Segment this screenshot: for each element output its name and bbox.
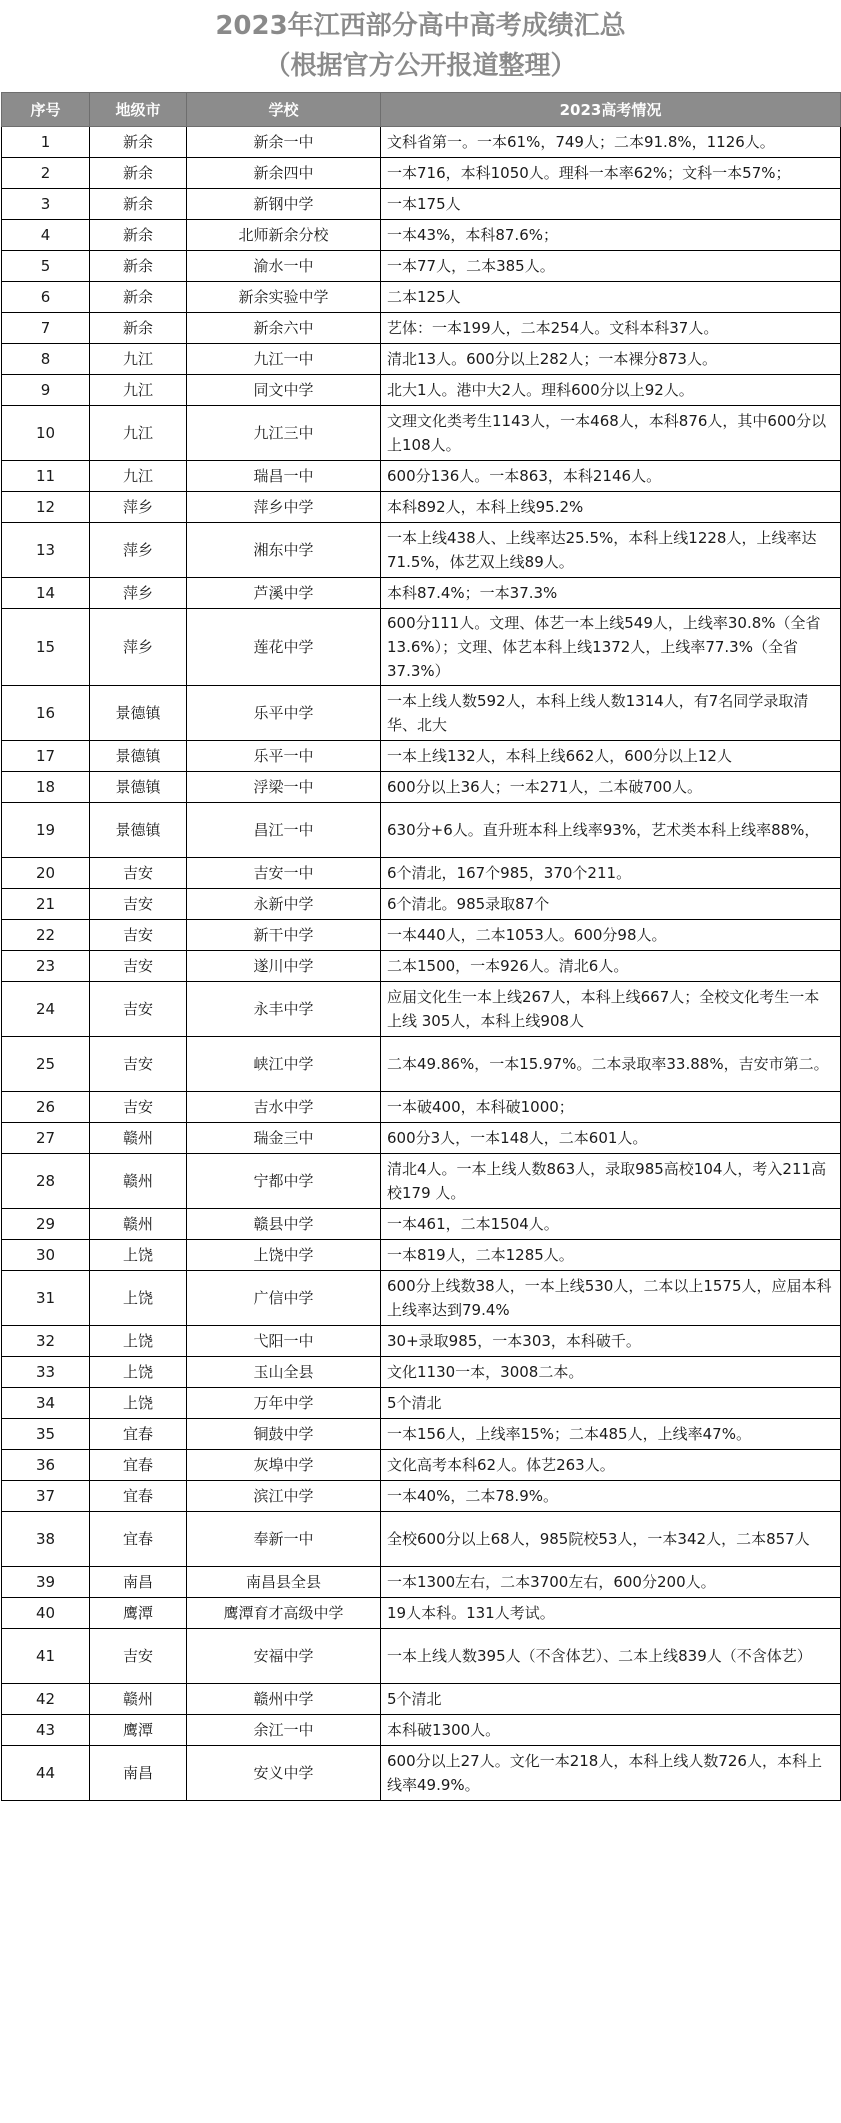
- cell-school: 峡江中学: [187, 1037, 381, 1092]
- cell-school: 弋阳一中: [187, 1326, 381, 1357]
- cell-city: 上饶: [90, 1271, 187, 1326]
- cell-no: 5: [2, 251, 90, 282]
- cell-no: 38: [2, 1512, 90, 1567]
- table-row: [2, 686, 841, 741]
- cell-school: 瑞昌一中: [187, 461, 381, 492]
- cell-info: 5个清北: [381, 1684, 841, 1715]
- cell-city: 吉安: [90, 1037, 187, 1092]
- cell-no: 8: [2, 344, 90, 375]
- cell-info: 二本49.86%，一本15.97%。二本录取率33.88%，吉安市第二。: [381, 1037, 841, 1092]
- cell-school: 湘东中学: [187, 523, 381, 578]
- cell-no: 1: [2, 127, 90, 158]
- cell-info: 一本40%，二本78.9%。: [381, 1481, 841, 1512]
- cell-info: 600分上线数38人，一本上线530人，二本以上1575人，应届本科上线率达到79.4%: [381, 1271, 841, 1326]
- cell-school: 莲花中学: [187, 609, 381, 686]
- table-row: [2, 220, 841, 251]
- cell-city: 景德镇: [90, 741, 187, 772]
- cell-city: 宜春: [90, 1481, 187, 1512]
- cell-city: 宜春: [90, 1450, 187, 1481]
- cell-city: 上饶: [90, 1357, 187, 1388]
- cell-no: 41: [2, 1629, 90, 1684]
- cell-info: 6个清北。985录取87个: [381, 889, 841, 920]
- cell-city: 新余: [90, 282, 187, 313]
- cell-info: 一本上线人数592人，本科上线人数1314人，有7名同学录取清华、北大: [381, 686, 841, 741]
- column-header-city: 地级市: [90, 93, 187, 127]
- table-row: [2, 1512, 841, 1567]
- table-row: [2, 1481, 841, 1512]
- table-row: [2, 803, 841, 858]
- cell-school: 新钢中学: [187, 189, 381, 220]
- cell-info: 全校600分以上68人，985院校53人，一本342人，二本857人: [381, 1512, 841, 1567]
- cell-city: 宜春: [90, 1512, 187, 1567]
- cell-city: 九江: [90, 461, 187, 492]
- cell-info: 北大1人。港中大2人。理科600分以上92人。: [381, 375, 841, 406]
- table-header-row: [2, 93, 841, 127]
- cell-city: 新余: [90, 158, 187, 189]
- title-block: [0, 0, 841, 92]
- cell-school: 芦溪中学: [187, 578, 381, 609]
- cell-info: 6个清北，167个985，370个211。: [381, 858, 841, 889]
- cell-no: 9: [2, 375, 90, 406]
- table-row: [2, 578, 841, 609]
- table-row: [2, 1715, 841, 1746]
- cell-city: 萍乡: [90, 609, 187, 686]
- cell-city: 吉安: [90, 982, 187, 1037]
- cell-info: 19人本科。131人考试。: [381, 1598, 841, 1629]
- cell-school: 昌江一中: [187, 803, 381, 858]
- cell-no: 21: [2, 889, 90, 920]
- cell-info: 一本43%，本科87.6%；: [381, 220, 841, 251]
- cell-city: 赣州: [90, 1684, 187, 1715]
- table-row: [2, 772, 841, 803]
- cell-school: 铜鼓中学: [187, 1419, 381, 1450]
- cell-school: 萍乡中学: [187, 492, 381, 523]
- page-subtitle: （根据官方公开报道整理）: [264, 51, 577, 81]
- cell-school: 广信中学: [187, 1271, 381, 1326]
- cell-school: 上饶中学: [187, 1240, 381, 1271]
- cell-info: 本科破1300人。: [381, 1715, 841, 1746]
- cell-city: 宜春: [90, 1419, 187, 1450]
- cell-info: 一本破400，本科破1000；: [381, 1092, 841, 1123]
- cell-no: 20: [2, 858, 90, 889]
- cell-no: 40: [2, 1598, 90, 1629]
- table-row: [2, 1037, 841, 1092]
- table-row: [2, 1450, 841, 1481]
- table-row: [2, 858, 841, 889]
- column-header-no: 序号: [2, 93, 90, 127]
- table-row: [2, 1419, 841, 1450]
- cell-info: 二本1500，一本926人。清北6人。: [381, 951, 841, 982]
- cell-info: 一本上线132人，本科上线662人，600分以上12人: [381, 741, 841, 772]
- cell-city: 赣州: [90, 1123, 187, 1154]
- cell-city: 吉安: [90, 951, 187, 982]
- cell-no: 26: [2, 1092, 90, 1123]
- table-row: [2, 1092, 841, 1123]
- cell-city: 上饶: [90, 1388, 187, 1419]
- cell-school: 北师新余分校: [187, 220, 381, 251]
- cell-no: 16: [2, 686, 90, 741]
- cell-school: 新干中学: [187, 920, 381, 951]
- cell-school: 灰埠中学: [187, 1450, 381, 1481]
- cell-school: 新余一中: [187, 127, 381, 158]
- cell-school: 新余六中: [187, 313, 381, 344]
- cell-no: 10: [2, 406, 90, 461]
- table-row: [2, 1388, 841, 1419]
- cell-school: 九江一中: [187, 344, 381, 375]
- table-row: [2, 127, 841, 158]
- cell-no: 7: [2, 313, 90, 344]
- cell-no: 43: [2, 1715, 90, 1746]
- cell-no: 13: [2, 523, 90, 578]
- cell-info: 一本440人，二本1053人。600分98人。: [381, 920, 841, 951]
- cell-info: 一本175人: [381, 189, 841, 220]
- cell-city: 新余: [90, 189, 187, 220]
- cell-no: 31: [2, 1271, 90, 1326]
- cell-no: 30: [2, 1240, 90, 1271]
- cell-info: 一本上线人数395人（不含体艺）、二本上线839人（不含体艺）: [381, 1629, 841, 1684]
- cell-no: 6: [2, 282, 90, 313]
- cell-info: 清北13人。600分以上282人；一本裸分873人。: [381, 344, 841, 375]
- cell-info: 一本461，二本1504人。: [381, 1209, 841, 1240]
- cell-no: 37: [2, 1481, 90, 1512]
- cell-city: 九江: [90, 406, 187, 461]
- cell-school: 宁都中学: [187, 1154, 381, 1209]
- cell-info: 应届文化生一本上线267人，本科上线667人；全校文化考生一本上线 305人，本科上线908人: [381, 982, 841, 1037]
- cell-info: 5个清北: [381, 1388, 841, 1419]
- cell-city: 赣州: [90, 1209, 187, 1240]
- cell-city: 南昌: [90, 1746, 187, 1801]
- table-row: [2, 1684, 841, 1715]
- cell-city: 九江: [90, 375, 187, 406]
- cell-school: 赣县中学: [187, 1209, 381, 1240]
- cell-city: 萍乡: [90, 578, 187, 609]
- cell-info: 本科892人，本科上线95.2%: [381, 492, 841, 523]
- cell-no: 18: [2, 772, 90, 803]
- results-table: [1, 92, 841, 1801]
- cell-info: 本科87.4%；一本37.3%: [381, 578, 841, 609]
- cell-city: 景德镇: [90, 803, 187, 858]
- page-title: 2023年江西部分高中高考成绩汇总: [215, 11, 626, 41]
- table-row: [2, 313, 841, 344]
- cell-info: 一本77人，二本385人。: [381, 251, 841, 282]
- cell-no: 32: [2, 1326, 90, 1357]
- cell-no: 11: [2, 461, 90, 492]
- cell-info: 600分136人。一本863，本科2146人。: [381, 461, 841, 492]
- cell-no: 22: [2, 920, 90, 951]
- table-row: [2, 1326, 841, 1357]
- table-row: [2, 251, 841, 282]
- cell-no: 14: [2, 578, 90, 609]
- table-row: [2, 982, 841, 1037]
- cell-info: 艺体：一本199人，二本254人。文科本科37人。: [381, 313, 841, 344]
- cell-school: 鹰潭育才高级中学: [187, 1598, 381, 1629]
- cell-no: 39: [2, 1567, 90, 1598]
- cell-city: 新余: [90, 313, 187, 344]
- cell-no: 36: [2, 1450, 90, 1481]
- table-row: [2, 889, 841, 920]
- cell-city: 鹰潭: [90, 1598, 187, 1629]
- cell-school: 奉新一中: [187, 1512, 381, 1567]
- table-row: [2, 1123, 841, 1154]
- table-row: [2, 375, 841, 406]
- table-row: [2, 492, 841, 523]
- cell-city: 吉安: [90, 858, 187, 889]
- cell-school: 吉水中学: [187, 1092, 381, 1123]
- table-row: [2, 951, 841, 982]
- cell-school: 浮梁一中: [187, 772, 381, 803]
- table-row: [2, 189, 841, 220]
- table-row: [2, 1271, 841, 1326]
- cell-city: 景德镇: [90, 686, 187, 741]
- cell-school: 南昌县全县: [187, 1567, 381, 1598]
- cell-school: 滨江中学: [187, 1481, 381, 1512]
- cell-info: 一本上线438人、上线率达25.5%，本科上线1228人，上线率达71.5%，体艺双上线89人。: [381, 523, 841, 578]
- cell-no: 27: [2, 1123, 90, 1154]
- cell-no: 25: [2, 1037, 90, 1092]
- cell-no: 12: [2, 492, 90, 523]
- table-row: [2, 1567, 841, 1598]
- cell-school: 瑞金三中: [187, 1123, 381, 1154]
- table-row: [2, 741, 841, 772]
- cell-school: 永丰中学: [187, 982, 381, 1037]
- cell-no: 19: [2, 803, 90, 858]
- table-row: [2, 1746, 841, 1801]
- table-row: [2, 1154, 841, 1209]
- table-row: [2, 1629, 841, 1684]
- cell-school: 永新中学: [187, 889, 381, 920]
- table-row: [2, 282, 841, 313]
- cell-info: 文理文化类考生1143人，一本468人，本科876人，其中600分以上108人。: [381, 406, 841, 461]
- cell-info: 600分111人。文理、体艺一本上线549人，上线率30.8%（全省13.6%）；文理、体艺本科上线1372人，上线率77.3%（全省37.3%）: [381, 609, 841, 686]
- cell-city: 上饶: [90, 1240, 187, 1271]
- cell-no: 29: [2, 1209, 90, 1240]
- cell-city: 九江: [90, 344, 187, 375]
- table-row: [2, 920, 841, 951]
- table-row: [2, 461, 841, 492]
- cell-no: 33: [2, 1357, 90, 1388]
- table-row: [2, 1240, 841, 1271]
- cell-city: 赣州: [90, 1154, 187, 1209]
- cell-city: 景德镇: [90, 772, 187, 803]
- cell-info: 文化1130一本，3008二本。: [381, 1357, 841, 1388]
- cell-no: 15: [2, 609, 90, 686]
- cell-info: 文化高考本科62人。体艺263人。: [381, 1450, 841, 1481]
- cell-school: 万年中学: [187, 1388, 381, 1419]
- cell-school: 乐平一中: [187, 741, 381, 772]
- cell-no: 34: [2, 1388, 90, 1419]
- table-row: [2, 1598, 841, 1629]
- cell-no: 28: [2, 1154, 90, 1209]
- cell-school: 遂川中学: [187, 951, 381, 982]
- cell-info: 一本716，本科1050人。理科一本率62%；文科一本57%；: [381, 158, 841, 189]
- cell-school: 安福中学: [187, 1629, 381, 1684]
- cell-no: 42: [2, 1684, 90, 1715]
- table-row: [2, 1357, 841, 1388]
- cell-no: 24: [2, 982, 90, 1037]
- column-header-school: 学校: [187, 93, 381, 127]
- cell-info: 清北4人。一本上线人数863人，录取985高校104人，考入211高校179 人。: [381, 1154, 841, 1209]
- cell-info: 30+录取985，一本303，本科破千。: [381, 1326, 841, 1357]
- cell-school: 同文中学: [187, 375, 381, 406]
- cell-city: 萍乡: [90, 523, 187, 578]
- cell-info: 600分以上27人。文化一本218人，本科上线人数726人，本科上线率49.9%。: [381, 1746, 841, 1801]
- cell-info: 600分3人，一本148人，二本601人。: [381, 1123, 841, 1154]
- cell-city: 新余: [90, 251, 187, 282]
- cell-info: 文科省第一。一本61%，749人；二本91.8%，1126人。: [381, 127, 841, 158]
- cell-no: 44: [2, 1746, 90, 1801]
- cell-city: 新余: [90, 220, 187, 251]
- cell-school: 玉山全县: [187, 1357, 381, 1388]
- cell-city: 吉安: [90, 1092, 187, 1123]
- cell-no: 3: [2, 189, 90, 220]
- cell-no: 17: [2, 741, 90, 772]
- cell-no: 4: [2, 220, 90, 251]
- cell-city: 上饶: [90, 1326, 187, 1357]
- cell-info: 600分以上36人；一本271人，二本破700人。: [381, 772, 841, 803]
- cell-school: 九江三中: [187, 406, 381, 461]
- cell-no: 2: [2, 158, 90, 189]
- table-row: [2, 344, 841, 375]
- cell-city: 南昌: [90, 1567, 187, 1598]
- cell-no: 35: [2, 1419, 90, 1450]
- cell-city: 萍乡: [90, 492, 187, 523]
- cell-info: 630分+6人。直升班本科上线率93%，艺术类本科上线率88%，: [381, 803, 841, 858]
- column-header-info: 2023高考情况: [381, 93, 841, 127]
- cell-school: 渝水一中: [187, 251, 381, 282]
- table-body: [2, 127, 841, 1801]
- cell-school: 余江一中: [187, 1715, 381, 1746]
- cell-city: 新余: [90, 127, 187, 158]
- cell-city: 吉安: [90, 920, 187, 951]
- cell-school: 安义中学: [187, 1746, 381, 1801]
- table-row: [2, 1209, 841, 1240]
- cell-city: 吉安: [90, 1629, 187, 1684]
- cell-school: 新余四中: [187, 158, 381, 189]
- table-row: [2, 406, 841, 461]
- table-row: [2, 158, 841, 189]
- cell-city: 吉安: [90, 889, 187, 920]
- cell-info: 二本125人: [381, 282, 841, 313]
- cell-info: 一本1300左右，二本3700左右，600分200人。: [381, 1567, 841, 1598]
- table-row: [2, 523, 841, 578]
- cell-info: 一本156人，上线率15%；二本485人，上线率47%。: [381, 1419, 841, 1450]
- cell-info: 一本819人，二本1285人。: [381, 1240, 841, 1271]
- cell-school: 吉安一中: [187, 858, 381, 889]
- cell-school: 赣州中学: [187, 1684, 381, 1715]
- table-row: [2, 609, 841, 686]
- cell-school: 乐平中学: [187, 686, 381, 741]
- cell-no: 23: [2, 951, 90, 982]
- cell-school: 新余实验中学: [187, 282, 381, 313]
- cell-city: 鹰潭: [90, 1715, 187, 1746]
